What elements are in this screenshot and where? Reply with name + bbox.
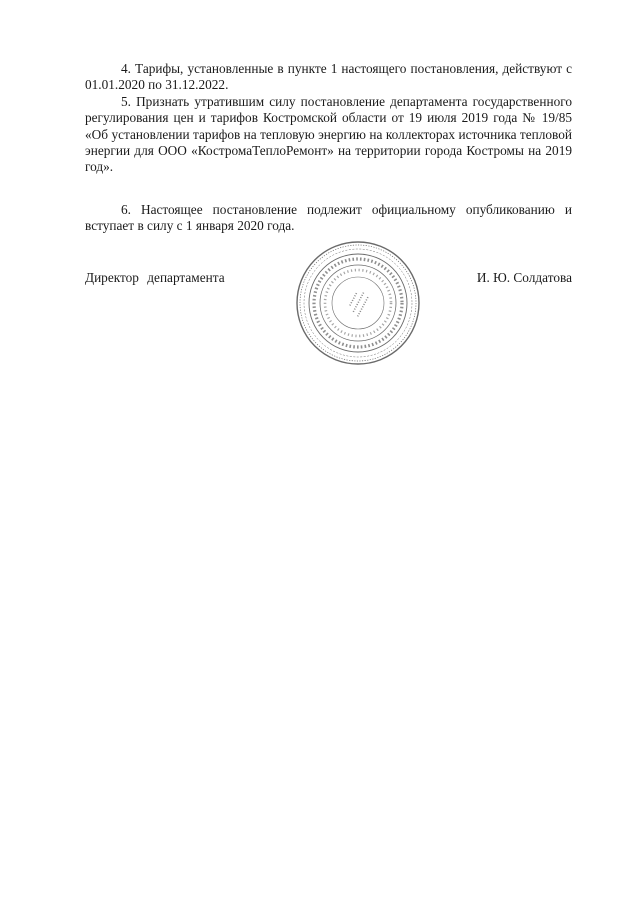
official-seal-icon — [294, 239, 422, 367]
signatory-position: Директор департамента — [85, 270, 225, 285]
signatory-name: И. Ю. Солдатова — [476, 270, 572, 285]
paragraph-4: 4. Тарифы, установленные в пункте 1 настоящего постановления, действуют с 01.01.2020 по 31.12.2022. — [85, 61, 572, 93]
paragraph-6: 6. Настоящее постановление подлежит официальному опубликованию и вступает в силу с 1 января 2020 года. — [85, 202, 572, 234]
paragraph-5: 5. Признать утратившим силу постановление департамента государственного регулирования цен и тарифов Костромской области от 19 июля 2019 года № 19/85 «Об установлении тарифов на тепловую энергию на коллекторах источника тепловой энергии для ООО «КостромаТеплоРемонт» на территории города Костромы на 2019 год». — [85, 94, 572, 175]
